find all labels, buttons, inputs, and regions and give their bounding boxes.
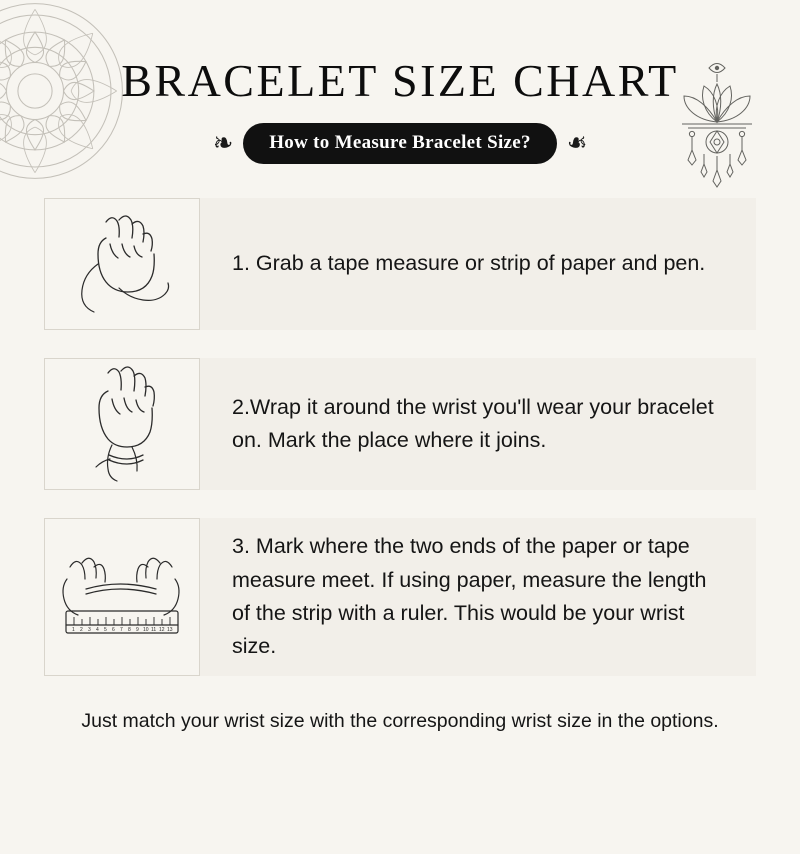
step-1-figure bbox=[44, 198, 200, 330]
page-title: BRACELET SIZE CHART bbox=[121, 55, 679, 106]
ruler-numbers bbox=[72, 627, 173, 633]
hand-wrapping-wrist-illustration bbox=[62, 363, 182, 485]
svg-text:13: 13 bbox=[167, 627, 173, 633]
flourish-left-icon: ❧ bbox=[213, 127, 234, 160]
ruler-ticks bbox=[74, 617, 170, 625]
flourish-right-icon: ❧ bbox=[566, 127, 587, 160]
svg-text:9: 9 bbox=[136, 627, 139, 633]
svg-text:8: 8 bbox=[128, 627, 131, 633]
step-3-figure bbox=[44, 518, 200, 676]
svg-text:7: 7 bbox=[120, 627, 123, 633]
step-1-text: 1. Grab a tape measure or strip of paper and pen. bbox=[232, 251, 706, 276]
step-item bbox=[44, 198, 756, 330]
svg-text:3: 3 bbox=[88, 627, 91, 633]
subtitle-row bbox=[0, 123, 800, 164]
svg-text:11: 11 bbox=[151, 627, 157, 633]
hands-measuring-strip-with-ruler-illustration bbox=[52, 537, 192, 657]
footer-note: Just match your wrist size with the corresponding wrist size in the options. bbox=[81, 710, 719, 732]
svg-text:4: 4 bbox=[96, 627, 99, 633]
subtitle-badge: How to Measure Bracelet Size? bbox=[243, 123, 557, 164]
steps-list bbox=[0, 198, 800, 676]
svg-text:5: 5 bbox=[104, 627, 107, 633]
hand-with-tape-measure-illustration bbox=[62, 208, 182, 320]
svg-text:1: 1 bbox=[72, 627, 75, 633]
svg-text:10: 10 bbox=[143, 627, 149, 633]
svg-text:6: 6 bbox=[112, 627, 115, 633]
step-item bbox=[44, 518, 756, 676]
svg-text:12: 12 bbox=[159, 627, 165, 633]
step-2-figure bbox=[44, 358, 200, 490]
step-item bbox=[44, 358, 756, 490]
step-2-text: 2.Wrap it around the wrist you'll wear your bracelet on. Mark the place where it joins. bbox=[232, 394, 714, 452]
step-3-text: 3. Mark where the two ends of the paper or tape measure meet. If using paper, measure the length of the strip with a ruler. This would be your wrist size. bbox=[232, 534, 707, 659]
svg-text:2: 2 bbox=[80, 627, 83, 633]
